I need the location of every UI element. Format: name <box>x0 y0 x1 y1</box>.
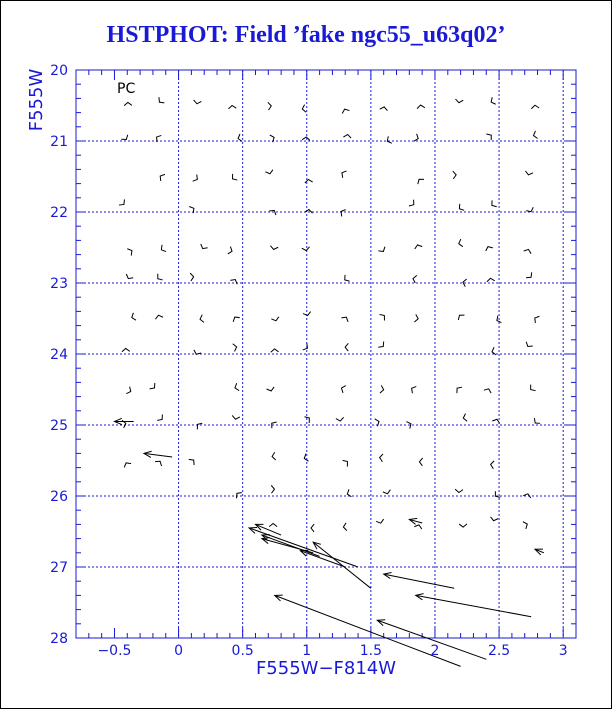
y-tick-label: 23 <box>50 276 68 292</box>
arrow-glyph <box>524 249 531 253</box>
arrow-glyph <box>233 174 238 180</box>
arrow-glyph <box>271 349 279 352</box>
arrow-glyph <box>491 461 494 469</box>
arrow-glyph <box>343 523 346 531</box>
arrow-glyph <box>302 247 310 251</box>
y-tick-label: 24 <box>50 347 68 363</box>
arrow-glyph <box>491 517 499 521</box>
arrow-glyph <box>124 463 131 468</box>
arrow-glyph <box>267 387 275 391</box>
arrow-glyph <box>194 350 201 354</box>
arrow-glyph <box>235 383 239 390</box>
x-tick-label: 0.5 <box>231 643 254 659</box>
arrow-glyph <box>487 278 495 282</box>
arrow-glyph <box>459 204 464 211</box>
arrow-glyph <box>228 105 236 108</box>
arrow-glyph <box>380 107 388 111</box>
arrow-glyph <box>150 383 155 389</box>
arrow-glyph <box>486 247 493 251</box>
arrow-glyph <box>387 136 392 143</box>
arrow-glyph <box>197 423 202 429</box>
displacement-vector <box>416 595 531 616</box>
arrow-glyph <box>201 244 208 249</box>
arrow-glyph <box>491 97 496 104</box>
arrow-glyph <box>121 135 127 140</box>
arrow-glyph <box>161 245 166 252</box>
y-tick-label: 22 <box>50 205 68 221</box>
y-tick-label: 26 <box>50 489 68 505</box>
arrow-glyph <box>237 493 242 499</box>
arrow-glyph <box>414 525 422 529</box>
arrow-glyph <box>272 452 276 460</box>
x-tick-label: 1.5 <box>359 643 383 659</box>
y-axis-label: F555W <box>26 68 47 132</box>
arrow-glyph <box>455 489 463 492</box>
displacement-vector <box>249 528 358 567</box>
arrow-glyph <box>268 102 271 110</box>
arrow-glyph <box>271 317 279 321</box>
arrow-glyph <box>414 314 418 322</box>
arrow-glyph <box>119 199 125 205</box>
arrow-glyph <box>457 387 462 393</box>
panel-label: PC <box>117 81 136 97</box>
arrow-glyph <box>126 274 133 279</box>
arrow-glyph <box>155 461 161 466</box>
arrow-glyph <box>305 179 313 183</box>
arrow-glyph <box>132 313 136 320</box>
arrow-glyph <box>531 385 536 391</box>
arrow-glyph <box>412 386 417 393</box>
y-tick-label: 27 <box>50 560 68 576</box>
arrow-glyph <box>311 524 314 532</box>
arrow-glyph <box>193 175 198 182</box>
arrow-glyph <box>194 100 202 104</box>
y-tick-label: 21 <box>50 134 68 150</box>
arrow-glyph <box>159 97 164 103</box>
arrow-glyph <box>233 317 240 322</box>
arrow-glyph <box>414 134 418 141</box>
arrow-glyph <box>190 273 193 281</box>
x-tick-label: 2.5 <box>487 643 511 659</box>
arrow-glyph <box>270 135 274 142</box>
arrow-glyph <box>343 460 348 466</box>
arrow-glyph <box>378 341 383 347</box>
arrow-glyph <box>455 99 463 103</box>
x-axis-label: F555W−F814W <box>255 658 397 679</box>
displacement-vector <box>262 535 320 556</box>
arrow-glyph <box>341 210 346 217</box>
arrow-glyph <box>380 385 384 393</box>
arrow-glyph <box>345 275 350 281</box>
arrow-glyph <box>459 524 467 527</box>
arrow-glyph <box>269 210 276 215</box>
arrow-glyph <box>378 247 385 252</box>
arrow-glyph <box>269 524 277 527</box>
arrow-glyph <box>228 247 232 254</box>
arrow-glyph <box>122 348 130 351</box>
arrow-glyph <box>265 170 273 174</box>
arrow-glyph <box>534 131 538 139</box>
arrow-glyph <box>157 415 162 421</box>
arrow-glyph <box>126 387 130 394</box>
arrow-glyph <box>200 315 204 323</box>
y-tick-label: 28 <box>50 631 68 647</box>
arrow-glyph <box>342 171 347 178</box>
arrow-glyph <box>155 315 163 319</box>
x-tick-label: 0 <box>174 643 184 659</box>
arrow-glyph <box>341 386 345 393</box>
arrow-glyph <box>232 415 240 419</box>
x-tick-label: 2 <box>430 643 440 659</box>
arrow-glyph <box>413 275 417 283</box>
displacement-vector <box>255 524 281 535</box>
arrow-glyph <box>271 485 274 493</box>
arrow-glyph <box>342 109 349 113</box>
arrow-glyph <box>526 272 532 277</box>
x-tick-label: 1 <box>302 643 312 659</box>
arrow-glyph <box>526 207 533 212</box>
arrow-glyph <box>305 210 313 214</box>
arrow-glyph <box>523 522 527 529</box>
arrow-glyph <box>419 458 422 466</box>
arrow-glyph <box>124 102 132 105</box>
arrow-glyph <box>486 134 491 140</box>
arrow-glyph <box>158 274 163 280</box>
arrow-glyph <box>459 239 463 247</box>
arrow-glyph <box>531 105 539 108</box>
arrow-glyph <box>417 105 425 109</box>
arrow-glyph <box>343 135 351 139</box>
arrow-glyph <box>233 344 237 352</box>
arrow-glyph <box>160 174 165 181</box>
arrow-glyph <box>270 246 278 250</box>
arrow-glyph <box>345 343 348 351</box>
arrow-glyph <box>303 343 308 350</box>
displacement-vector <box>313 542 371 588</box>
arrow-glyph <box>189 459 194 465</box>
arrow-glyph <box>302 105 306 113</box>
arrow-glyph <box>525 171 533 175</box>
arrow-glyph <box>484 389 491 393</box>
arrow-glyph <box>376 519 384 523</box>
arrow-glyph <box>409 200 414 206</box>
arrow-glyph <box>341 317 348 322</box>
arrow-glyph <box>418 179 424 184</box>
tick-layer <box>50 63 576 659</box>
displacement-vector <box>384 574 455 588</box>
chart-title: HSTPHOT: Field ’fake ngc55_u63q02’ <box>106 22 506 48</box>
arrow-glyph <box>347 489 351 496</box>
arrow-glyph <box>534 418 540 423</box>
glyph-layer <box>119 97 540 532</box>
y-tick-label: 20 <box>50 63 68 79</box>
arrow-glyph <box>379 314 384 320</box>
arrow-glyph <box>383 490 391 494</box>
x-tick-label: 3 <box>558 643 568 659</box>
arrow-glyph <box>415 245 422 249</box>
x-tick-label: −0.5 <box>97 643 132 659</box>
arrow-glyph <box>336 417 344 421</box>
displacement-vector <box>262 539 313 553</box>
arrow-glyph <box>463 414 467 422</box>
y-tick-label: 25 <box>50 418 68 434</box>
arrow-glyph <box>302 137 310 140</box>
arrow-glyph <box>380 454 383 462</box>
arrow-glyph <box>453 171 456 179</box>
arrow-glyph <box>492 200 497 206</box>
arrow-glyph <box>526 342 533 347</box>
arrow-glyph <box>238 134 242 142</box>
arrow-glyph <box>303 312 311 316</box>
arrow-glyph <box>458 315 464 320</box>
arrow-glyph <box>535 316 540 323</box>
arrow-glyph <box>127 249 132 256</box>
